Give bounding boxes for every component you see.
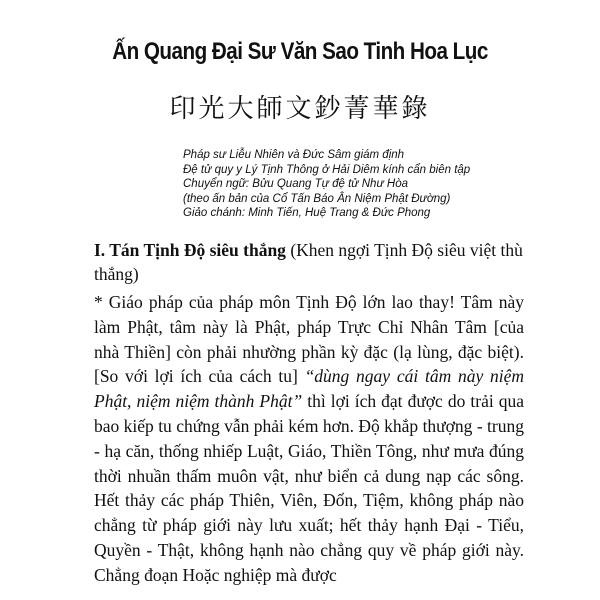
credits-block — [183, 148, 543, 221]
section-heading — [94, 238, 524, 286]
credit-line: (theo ấn bản của Cổ Tấn Báo Ân Niệm Phật Đường) — [183, 192, 451, 205]
credit-line: Đệ tử quy y Lý Tịnh Thông ở Hải Diêm kính cẩn biên tập — [183, 163, 471, 176]
credit-line: Pháp sư Liễu Nhiên và Đức Sâm giám định — [183, 149, 405, 161]
paragraph-text-continued: thì lợi ích đạt được do trải qua bao kiếp tu chứng vẫn phải kém hơn. Độ khắp thượng - trung - hạ căn, thống nhiếp Luật, Giáo, Thiền Tông, như mưa đúng thời nhuần thấm muôn vật, như biển cả dung nạp các sông. Hết thảy các pháp Thiên, Viên, Đốn, Tiệm, không pháp nào chẳng từ pháp giới này lưu xuất; hết thảy hạnh Đại - Tiểu, Quyền - Thật, không hạnh nào chẳng quy về pháp giới này. Chẳng đoạn Hoặc nghiệp mà được — [94, 391, 524, 585]
section-heading-subtitle: (Khen ngợi Tịnh Độ siêu việt thù thắng) — [94, 240, 523, 284]
page-title: Ấn Quang Đại Sư Văn Sao Tinh Hoa Lục — [112, 38, 488, 65]
credit-line: Giảo chánh: Minh Tiến, Huệ Trang & Đức Phong — [183, 207, 431, 220]
paragraph-quote: “dùng ngay cái tâm này niệm Phật, niệm niệm thành Phật” — [94, 366, 524, 412]
credit-line: Chuyển ngữ: Bửu Quang Tự đệ tử Như Hòa — [183, 178, 409, 191]
paragraph-text: * Giáo pháp của pháp môn Tịnh Độ lớn lao thay! Tâm này làm Phật, tâm này là Phật, pháp Trực Chỉ Nhân Tâm [của nhà Thiền] còn phải nhường phần kỳ đặc (lạ lùng, đặc biệt). [So với lợi ích của cách tu] — [94, 292, 524, 387]
chinese-title: 印光大師文鈔菁華錄 — [169, 94, 431, 124]
body-paragraph — [94, 290, 524, 588]
section-heading-title: I. Tán Tịnh Độ siêu thắng — [94, 240, 286, 260]
